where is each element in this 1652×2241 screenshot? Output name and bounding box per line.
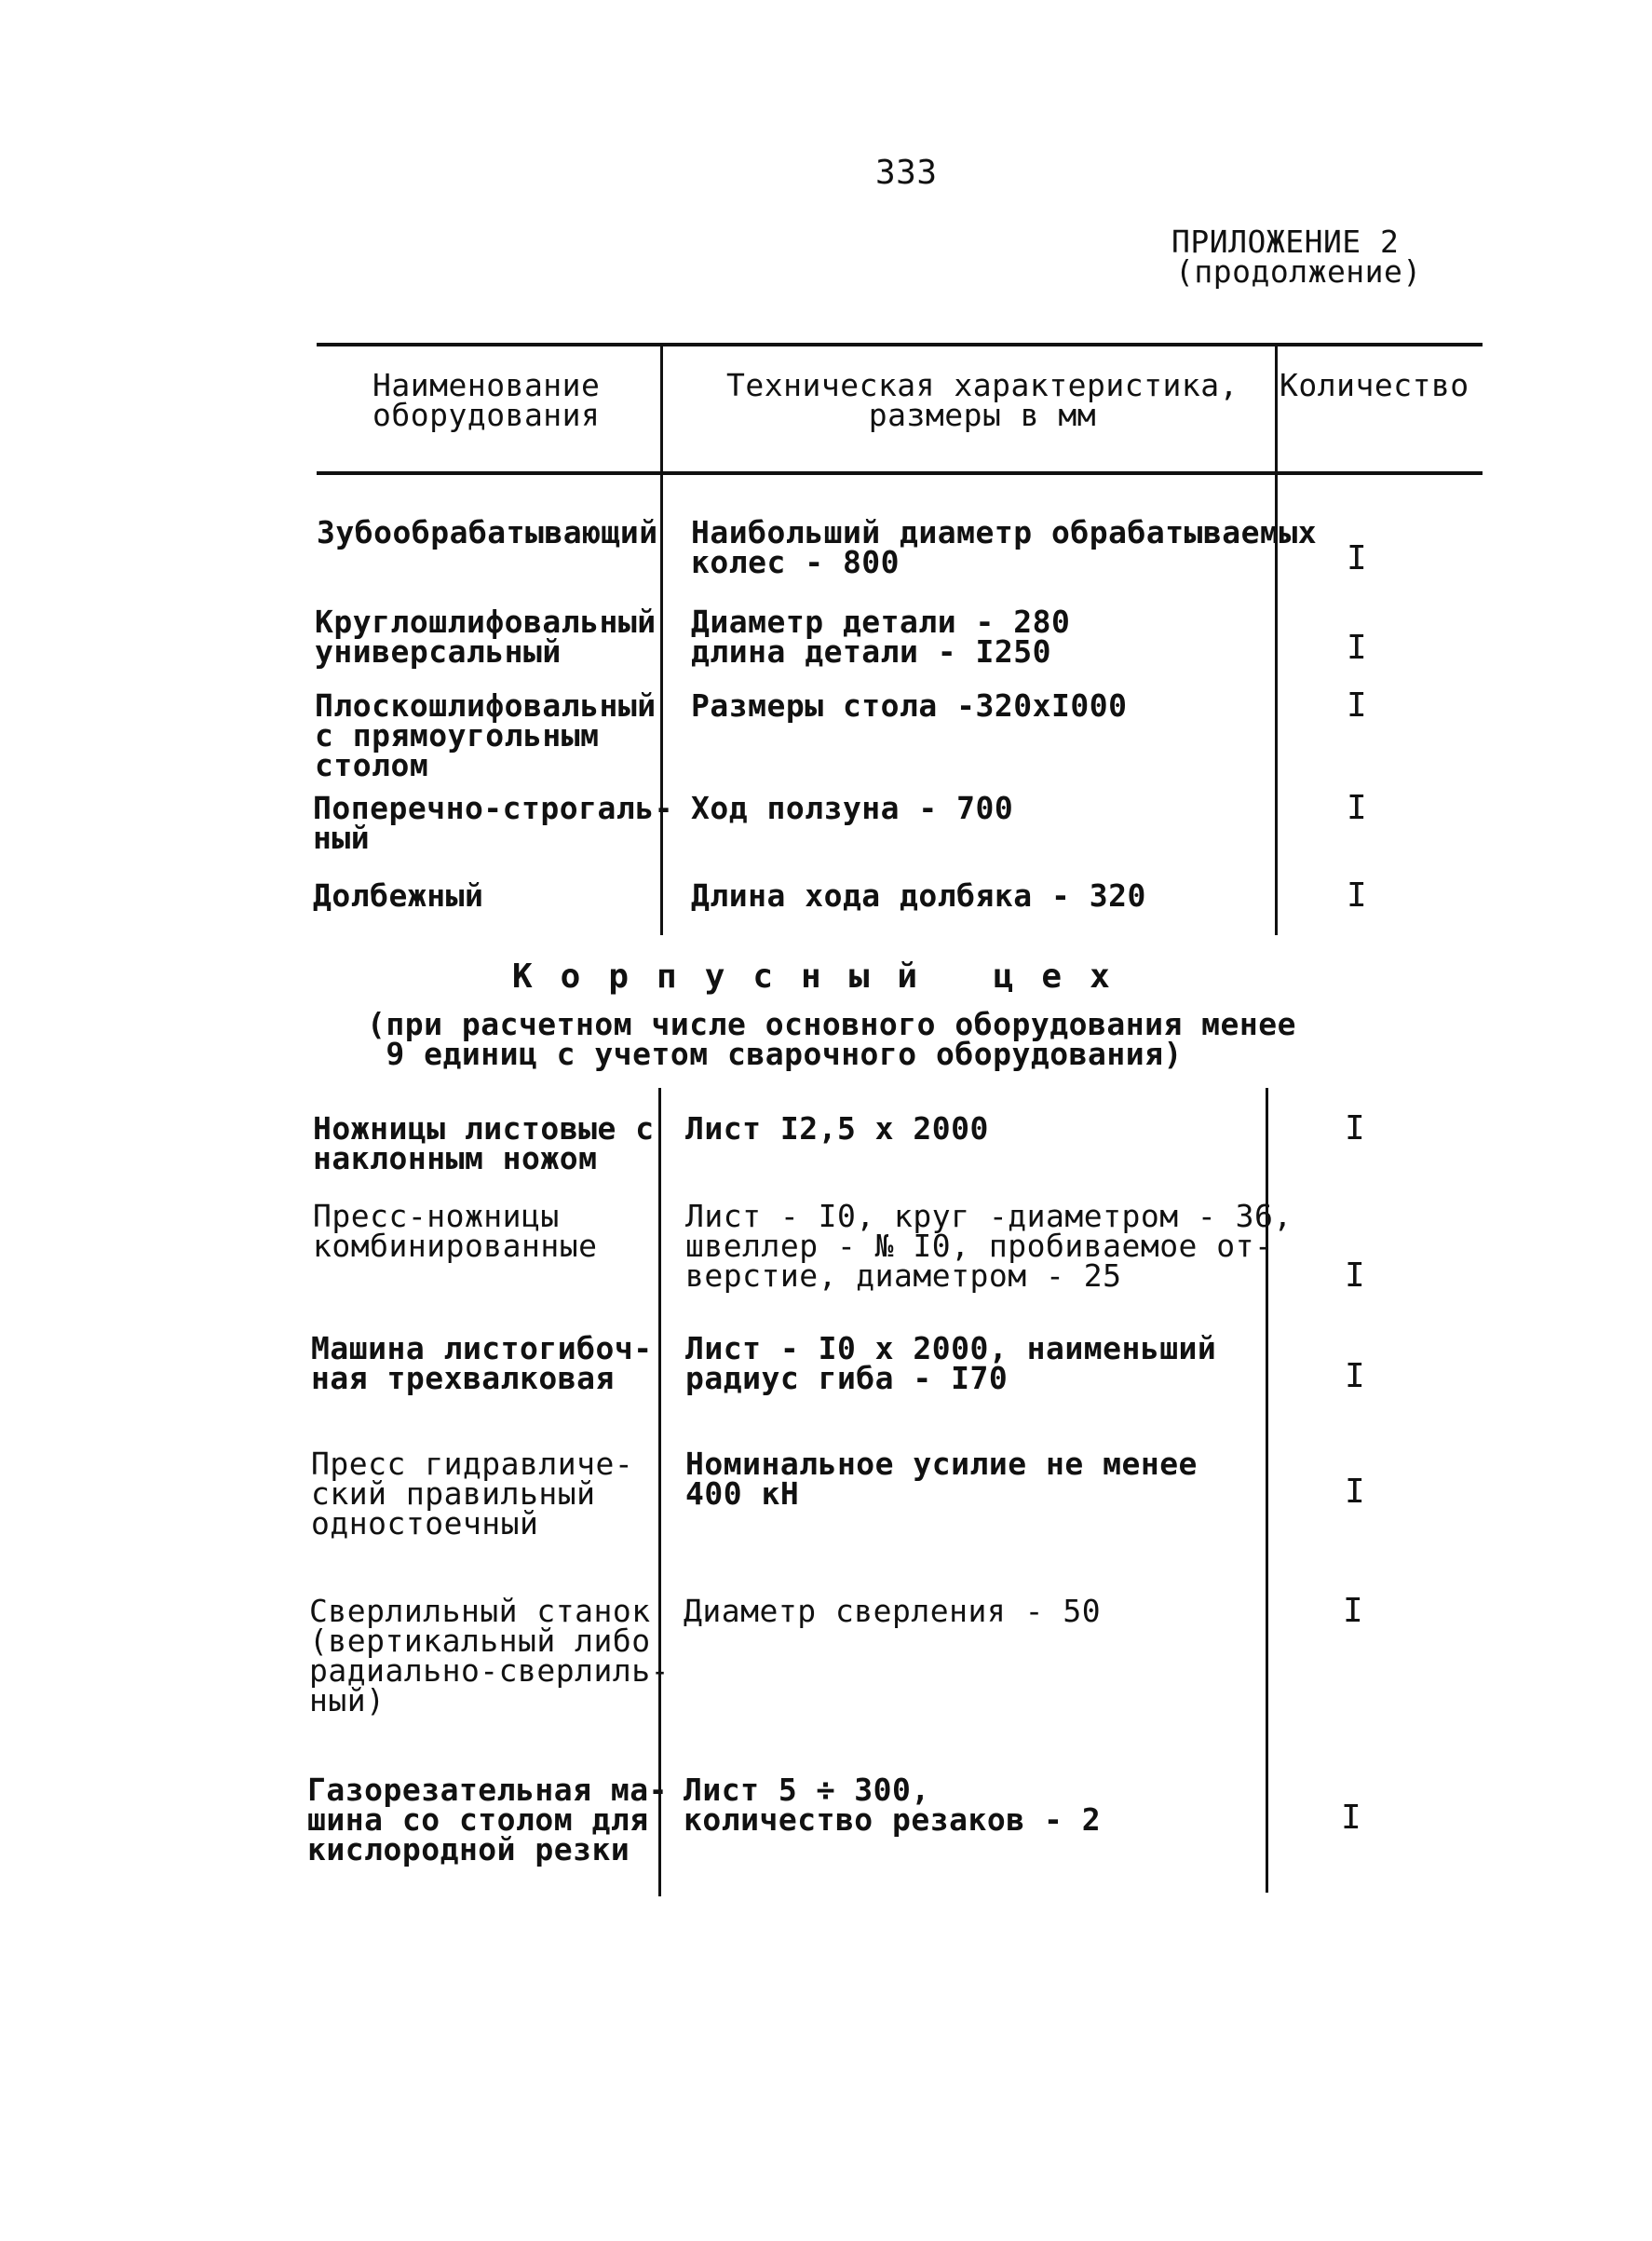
equipment-qty: I <box>1347 686 1368 725</box>
table-top-rule <box>317 343 1483 346</box>
equipment-qty: I <box>1345 1109 1366 1148</box>
equipment-spec: Наибольший диаметр обрабатываемых колес - 800 <box>691 514 1318 580</box>
equipment-name: Круглошлифовальный универсальный <box>315 604 657 670</box>
equipment-qty: I <box>1341 1799 1362 1837</box>
header-name: Наименование оборудования <box>372 367 601 433</box>
appendix-title: ПРИЛОЖЕНИЕ 2 <box>1171 224 1400 260</box>
equipment-qty: I <box>1345 1357 1366 1395</box>
equipment-name: Газорезательная ма- шина со столом для кислородной резки <box>307 1772 668 1868</box>
equipment-name: Машина листогибоч- ная трехвалковая <box>311 1330 653 1396</box>
page-number: 333 <box>875 154 938 192</box>
section-subtitle: (при расчетном числе основного оборудования менее 9 единиц с учетом сварочного оборудования) <box>367 1006 1297 1072</box>
equipment-name: Поперечно-строгаль- ный <box>313 790 673 856</box>
equipment-qty: I <box>1343 1592 1364 1630</box>
equipment-spec: Диаметр сверления - 50 <box>684 1593 1102 1629</box>
equipment-qty: I <box>1347 789 1368 827</box>
header-qty: Количество <box>1280 367 1469 403</box>
equipment-qty: I <box>1347 629 1368 667</box>
table-col-divider-2 <box>1275 343 1278 935</box>
equipment-name: Зубообрабатывающий <box>317 514 658 550</box>
equipment-spec: Размеры стола -320хI000 <box>691 687 1128 724</box>
equipment-spec: Лист 5 ÷ 300, количество резаков - 2 <box>684 1772 1102 1838</box>
header-spec: Техническая характеристика, размеры в мм <box>726 367 1239 433</box>
equipment-name: Долбежный <box>313 877 484 914</box>
equipment-qty: I <box>1347 539 1368 577</box>
section-title: Корпусный цех <box>512 958 1138 996</box>
table-header-rule <box>317 471 1483 475</box>
equipment-spec: Ход ползуна - 700 <box>691 790 1014 826</box>
equipment-qty: I <box>1347 876 1368 915</box>
equipment-spec: Длина хода долбяка - 320 <box>691 877 1146 914</box>
equipment-qty: I <box>1345 1473 1366 1511</box>
equipment-name: Пресс-ножницы комбинированные <box>313 1198 598 1264</box>
equipment-name: Ножницы листовые с наклонным ножом <box>313 1110 655 1176</box>
appendix-subtitle: (продолжение) <box>1175 253 1422 290</box>
equipment-qty: I <box>1345 1256 1366 1295</box>
equipment-name: Пресс гидравличе- ский правильный одностоечный <box>311 1446 634 1542</box>
equipment-spec: Диаметр детали - 280 длина детали - I250 <box>691 604 1071 670</box>
equipment-name: Сверлильный станок (вертикальный либо радиально-сверлиль- ный) <box>309 1593 670 1718</box>
equipment-spec: Номинальное усилие не менее 400 кН <box>685 1446 1198 1512</box>
equipment-name: Плоскошлифовальный с прямоугольным столом <box>315 687 657 783</box>
equipment-spec: Лист - I0 х 2000, наименьший радиус гиба - I70 <box>685 1330 1217 1396</box>
equipment-spec: Лист I2,5 х 2000 <box>685 1110 989 1147</box>
equipment-spec: Лист - I0, круг -диаметром - 36, швеллер - № I0, пробиваемое от- верстие, диаметром - 25 <box>685 1198 1293 1294</box>
